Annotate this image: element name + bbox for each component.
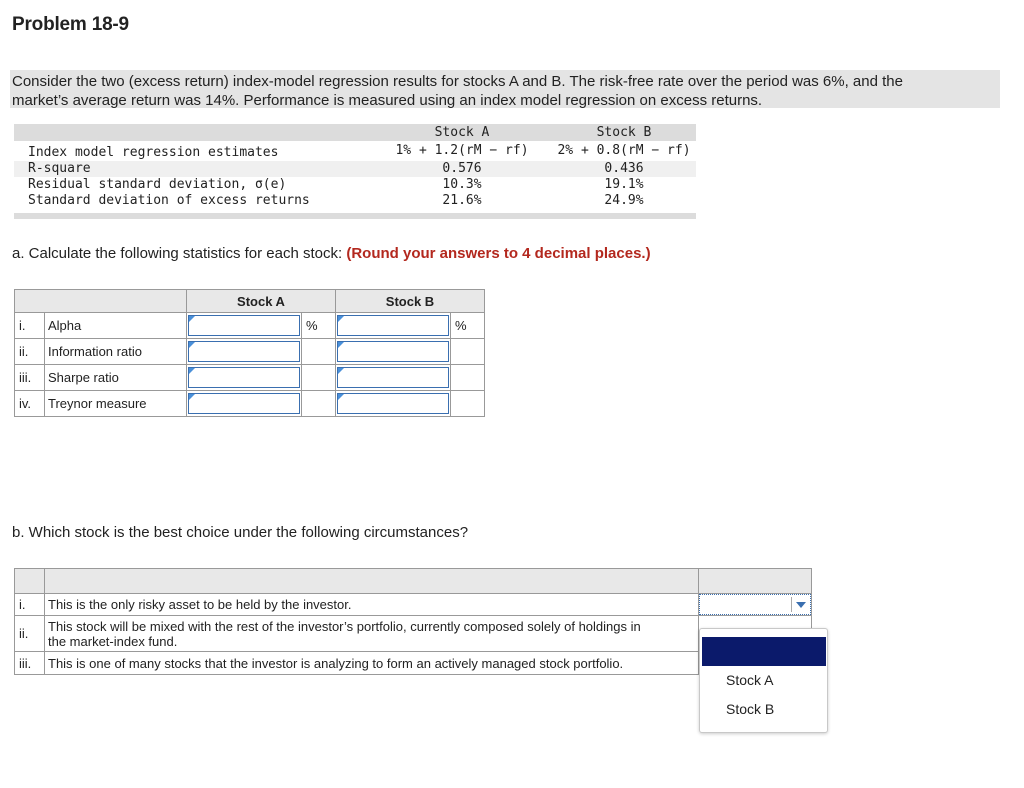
regression-cell-b: 24.9%	[604, 193, 644, 208]
circumstance-text: This stock will be mixed with the rest of the investor’s portfolio, currently composed solely of holdings in the market-index fund.	[45, 616, 699, 652]
alpha-stock-a-input[interactable]	[188, 315, 300, 336]
regression-cell-a: 10.3%	[442, 177, 482, 192]
table-row: ii. Information ratio	[15, 339, 485, 365]
dropdown-option-blank[interactable]	[702, 637, 826, 666]
percent-unit: %	[451, 313, 485, 339]
table-row: ii. This stock will be mixed with the rest of the investor’s portfolio, currently composed solely of holdings in the market-index fund.	[15, 616, 812, 652]
part-b-prompt: b. Which stock is the best choice under the following circumstances?	[12, 524, 469, 541]
table-row: iii. Sharpe ratio	[15, 365, 485, 391]
regression-row-label: Residual standard deviation, σ(e)	[28, 177, 287, 192]
regression-row-label: R-square	[28, 161, 91, 176]
intro-line-2: market’s average return was 14%. Performance is measured using an index model regression on excess returns.	[12, 92, 763, 109]
regression-cell-b: 2% + 0.8(rM − rf)	[557, 143, 691, 158]
dropdown-menu	[699, 628, 828, 733]
row-label-information-ratio: Information ratio	[45, 339, 187, 365]
column-header-stock-a: Stock A	[187, 290, 336, 313]
chevron-down-icon[interactable]	[796, 602, 806, 608]
table-row: i. This is the only risky asset to be held by the investor.	[15, 594, 812, 616]
treynor-measure-stock-a-input[interactable]	[188, 393, 300, 414]
table-row: iv. Treynor measure	[15, 391, 485, 417]
best-choice-select[interactable]	[699, 594, 811, 615]
intro-line-1: Consider the two (excess return) index-model regression results for stocks A and B. The risk-free rate over the period was 6%, and the	[12, 73, 903, 90]
regression-header-stock-a: Stock A	[434, 125, 490, 140]
dropdown-option-stock-b[interactable]: Stock B	[726, 701, 775, 717]
alpha-stock-b-input[interactable]	[337, 315, 449, 336]
table-row: i. Alpha % %	[15, 313, 485, 339]
table-row: iii. This is one of many stocks that the investor is analyzing to form an actively managed stock portfolio.	[15, 652, 812, 675]
page-title: Problem 18-9	[12, 14, 129, 35]
sharpe-ratio-stock-a-input[interactable]	[188, 367, 300, 388]
regression-cell-a: 21.6%	[442, 193, 482, 208]
regression-header-stock-b: Stock B	[596, 125, 652, 140]
problem-intro	[10, 70, 1000, 108]
part-a-table	[14, 289, 485, 417]
percent-unit: %	[302, 313, 336, 339]
information-ratio-stock-a-input[interactable]	[188, 341, 300, 362]
regression-cell-b: 0.436	[604, 161, 644, 176]
dropdown-option-stock-a[interactable]: Stock A	[726, 672, 774, 688]
regression-row-label: Index model regression estimates	[28, 145, 279, 160]
part-b-table	[14, 568, 812, 675]
row-label-sharpe-ratio: Sharpe ratio	[45, 365, 187, 391]
regression-cell-a: 1% + 1.2(rM − rf)	[395, 143, 529, 158]
column-header-stock-b: Stock B	[336, 290, 485, 313]
regression-cell-a: 0.576	[442, 161, 482, 176]
regression-row-label: Standard deviation of excess returns	[28, 193, 310, 208]
information-ratio-stock-b-input[interactable]	[337, 341, 449, 362]
treynor-measure-stock-b-input[interactable]	[337, 393, 449, 414]
row-label-alpha: Alpha	[45, 313, 187, 339]
rounding-instruction: (Round your answers to 4 decimal places.)	[346, 245, 651, 262]
circumstance-text: This is one of many stocks that the investor is analyzing to form an actively managed stock portfolio.	[45, 652, 699, 675]
regression-cell-b: 19.1%	[604, 177, 644, 192]
part-a-prompt: a. Calculate the following statistics for each stock: (Round your answers to 4 decimal places.)	[12, 245, 651, 262]
regression-table	[14, 124, 696, 220]
circumstance-text: This is the only risky asset to be held by the investor.	[45, 594, 699, 616]
sharpe-ratio-stock-b-input[interactable]	[337, 367, 449, 388]
row-label-treynor-measure: Treynor measure	[45, 391, 187, 417]
